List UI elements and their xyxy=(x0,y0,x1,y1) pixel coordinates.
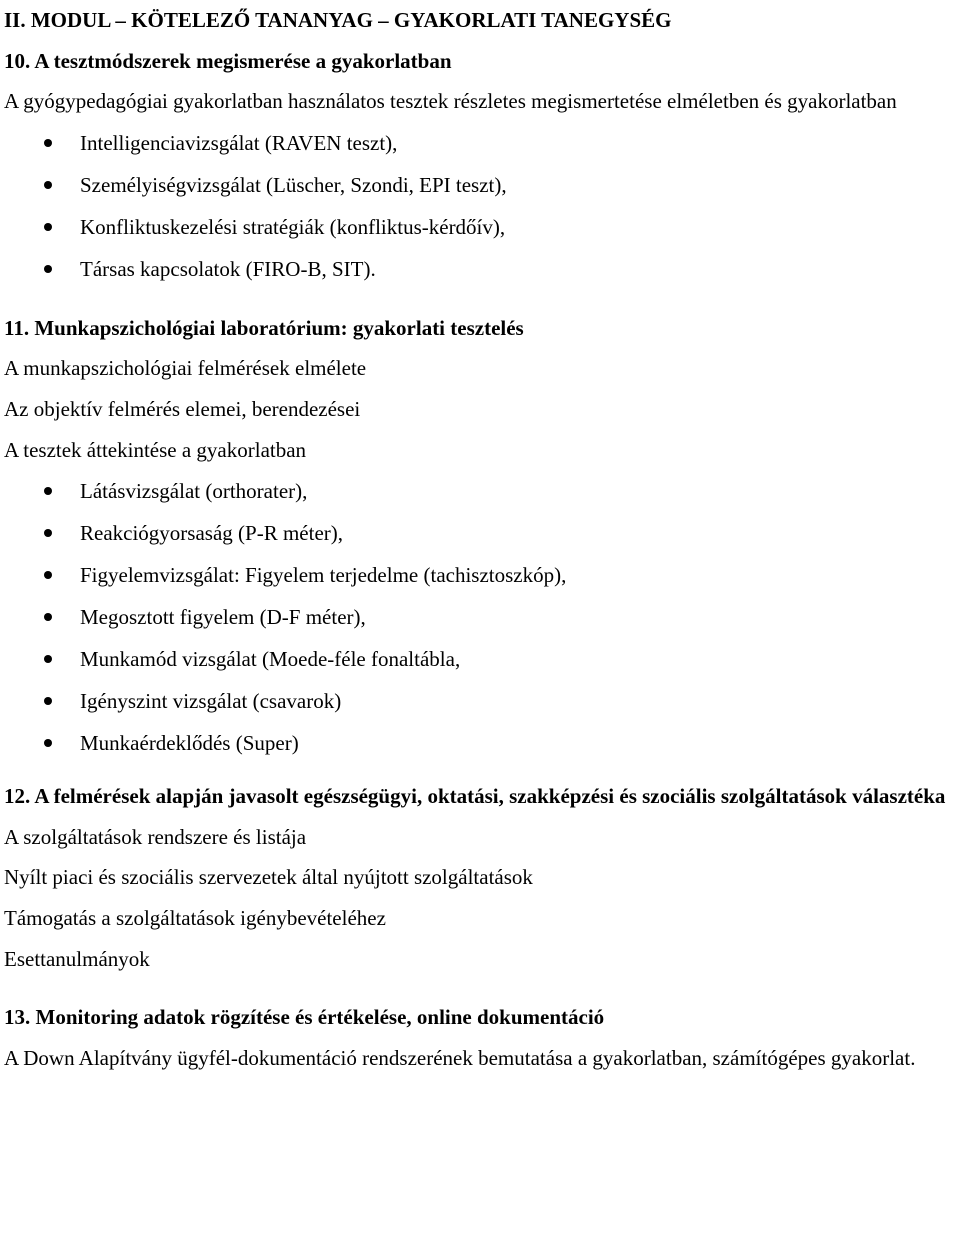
section-11 xyxy=(4,308,958,764)
bullet-icon xyxy=(44,697,52,705)
bullet-icon xyxy=(44,739,52,747)
list-item: Reakciógyorsaság (P-R méter), xyxy=(4,512,958,554)
document xyxy=(4,0,958,1078)
bullet-icon xyxy=(44,613,52,621)
bullet-list xyxy=(4,470,958,764)
section-paragraph: A munkapszichológiai felmérések elmélete xyxy=(4,356,367,381)
bullet-icon xyxy=(44,655,52,663)
section-10 xyxy=(4,41,958,290)
spacer xyxy=(4,979,958,997)
section-title: 10. A tesztmódszerek megismerése a gyakorlatban xyxy=(4,48,452,73)
bullet-icon xyxy=(44,529,52,537)
list-item: Intelligenciavizsgálat (RAVEN teszt), xyxy=(4,122,958,164)
section-paragraph: A Down Alapítvány ügyfél-dokumentáció rendszerének bemutatása a gyakorlatban, számítógépes gyakorlat. xyxy=(4,1045,916,1070)
bullet-icon xyxy=(44,487,52,495)
list-item: Látásvizsgálat (orthorater), xyxy=(4,470,958,512)
section-paragraph: Támogatás a szolgáltatások igénybevételéhez xyxy=(4,905,386,930)
list-item: Megosztott figyelem (D-F méter), xyxy=(4,596,958,638)
section-paragraph: A szolgáltatások rendszere és listája xyxy=(4,824,307,849)
list-item: Személyiségvizsgálat (Lüscher, Szondi, EPI teszt), xyxy=(4,164,958,206)
section-paragraph: Az objektív felmérés elemei, berendezései xyxy=(4,396,361,421)
bullet-icon xyxy=(44,265,52,273)
bullet-icon xyxy=(44,223,52,231)
list-item: Konfliktuskezelési stratégiák (konfliktus-kérdőív), xyxy=(4,206,958,248)
list-item: Munkamód vizsgálat (Moede-féle fonaltábla, xyxy=(4,638,958,680)
list-item: Társas kapcsolatok (FIRO-B, SIT). xyxy=(4,248,958,290)
bullet-icon xyxy=(44,139,52,147)
list-item: Figyelemvizsgálat: Figyelem terjedelme (tachisztoszkóp), xyxy=(4,554,958,596)
section-13 xyxy=(4,997,958,1078)
section-title: 13. Monitoring adatok rögzítése és értékelése, online dokumentáció xyxy=(4,1005,605,1030)
section-paragraph: A gyógypedagógiai gyakorlatban használatos tesztek részletes megismertetése elméletben és gyakorlatban xyxy=(4,89,897,114)
section-paragraph: A tesztek áttekintése a gyakorlatban xyxy=(4,437,307,462)
module-header: II. MODUL – KÖTELEZŐ TANANYAG – GYAKORLATI TANEGYSÉG xyxy=(4,8,672,32)
section-paragraph: Esettanulmányok xyxy=(4,946,150,971)
bullet-icon xyxy=(44,181,52,189)
spacer xyxy=(4,764,958,776)
spacer xyxy=(4,290,958,308)
section-12 xyxy=(4,776,958,979)
bullet-list xyxy=(4,122,958,290)
section-title: 11. Munkapszichológiai laboratórium: gyakorlati tesztelés xyxy=(4,315,524,340)
list-item: Igényszint vizsgálat (csavarok) xyxy=(4,680,958,722)
section-title: 12. A felmérések alapján javasolt egészségügyi, oktatási, szakképzési és szociális szolgáltatások választéka xyxy=(4,784,946,809)
list-item: Munkaérdeklődés (Super) xyxy=(4,722,958,764)
section-paragraph: Nyílt piaci és szociális szervezetek által nyújtott szolgáltatások xyxy=(4,865,533,890)
bullet-icon xyxy=(44,571,52,579)
